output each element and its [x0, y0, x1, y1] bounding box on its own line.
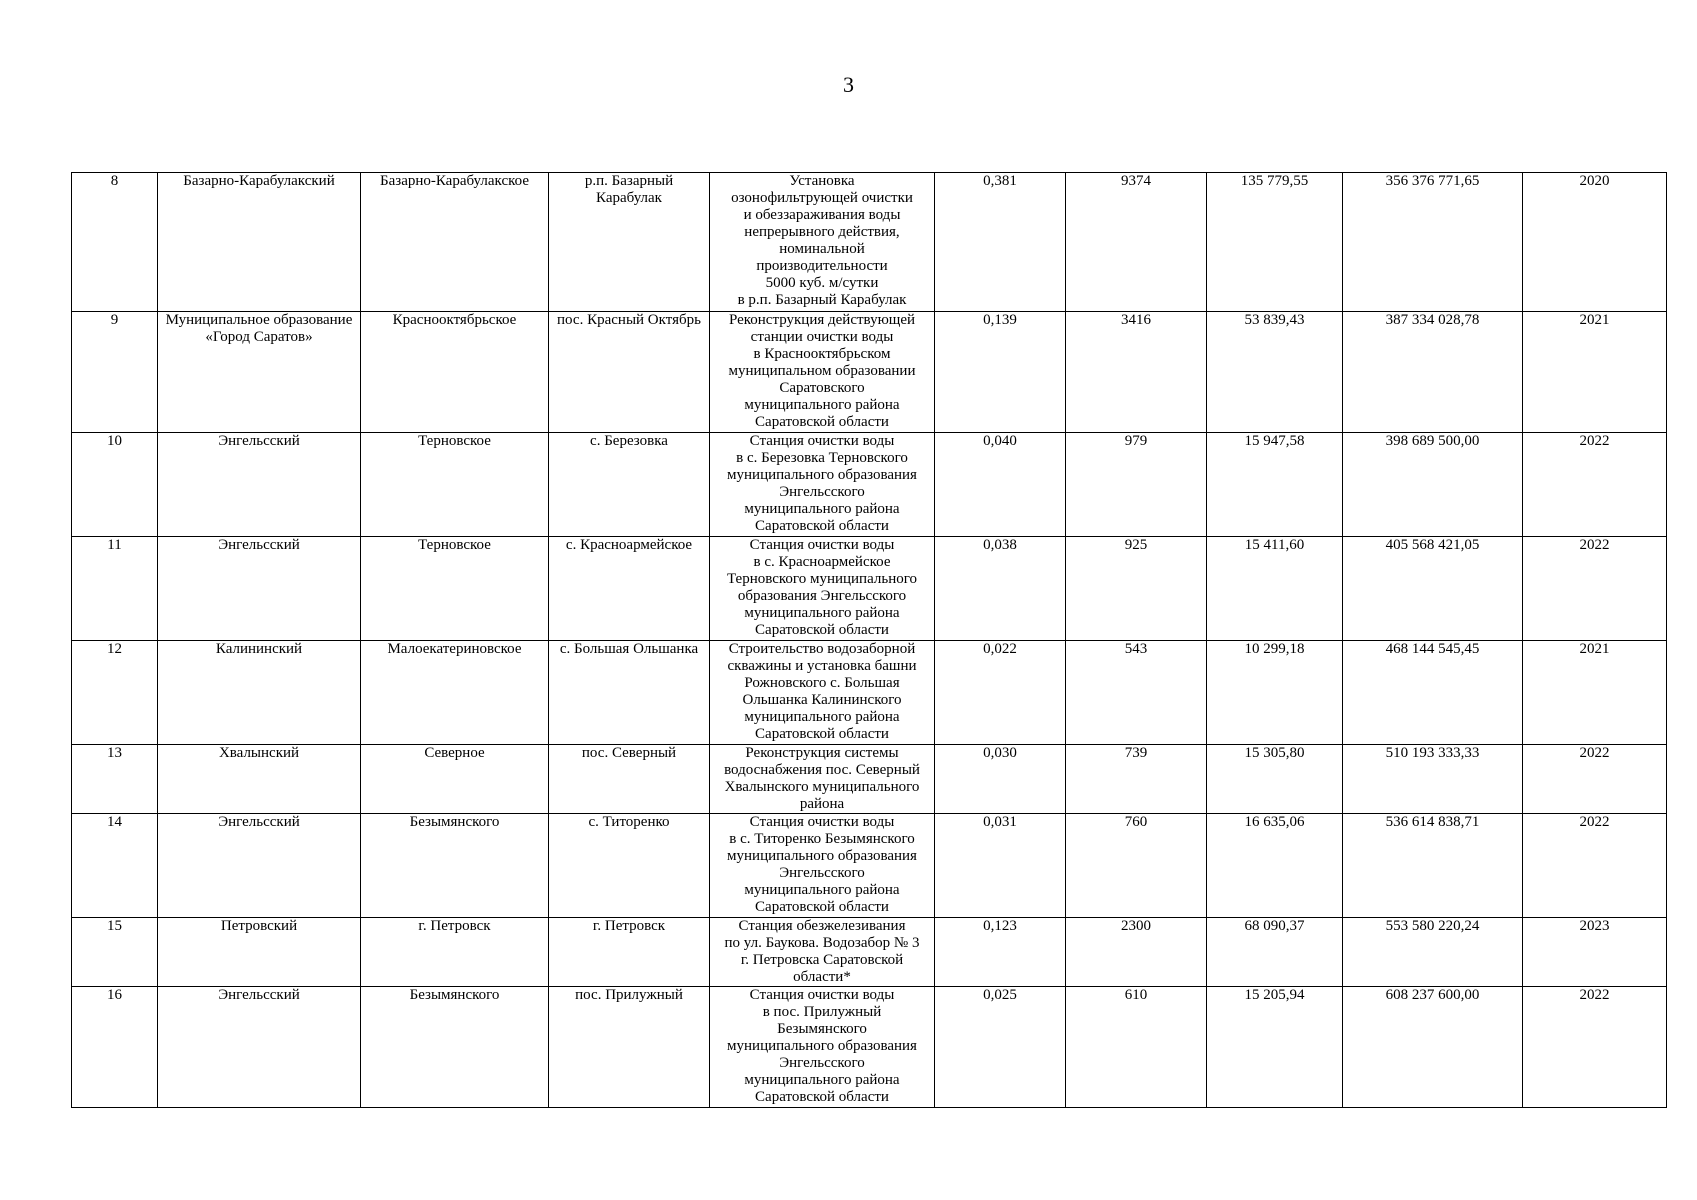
- municipality-cell: Северное: [361, 745, 549, 814]
- cost-cell: 15 205,94: [1207, 987, 1343, 1108]
- year-cell: 2021: [1523, 641, 1667, 745]
- year-cell: 2022: [1523, 433, 1667, 537]
- municipality-cell: г. Петровск: [361, 918, 549, 987]
- description-cell: Станция очистки воды в с. Красноармейское Терновского муниципального образования Энгельсского муниципального района Саратовской области: [710, 537, 935, 641]
- row-number: 12: [72, 641, 158, 745]
- description-cell: Реконструкция системы водоснабжения пос. Северный Хвалынского муниципального района: [710, 745, 935, 814]
- row-number: 10: [72, 433, 158, 537]
- municipality-cell: Безымянского: [361, 987, 549, 1108]
- settlement-cell: с. Березовка: [549, 433, 710, 537]
- rate-cell: 0,381: [935, 173, 1066, 312]
- cost-cell: 68 090,37: [1207, 918, 1343, 987]
- total-cell: 553 580 220,24: [1343, 918, 1523, 987]
- rate-cell: 0,123: [935, 918, 1066, 987]
- table-row: [72, 433, 1667, 537]
- rate-cell: 0,040: [935, 433, 1066, 537]
- table-row: [72, 173, 1667, 312]
- district-cell: Хвалынский: [158, 745, 361, 814]
- settlement-cell: с. Большая Ольшанка: [549, 641, 710, 745]
- year-cell: 2022: [1523, 745, 1667, 814]
- cost-cell: 15 411,60: [1207, 537, 1343, 641]
- table-row: [72, 641, 1667, 745]
- table-row: [72, 814, 1667, 918]
- population-cell: 610: [1066, 987, 1207, 1108]
- description-cell: Установка озонофильтрующей очистки и обеззараживания воды непрерывного действия, номинальной производительности 5000 куб. м/сутки в р.п. Базарный Карабулак: [710, 173, 935, 312]
- year-cell: 2022: [1523, 814, 1667, 918]
- settlement-cell: пос. Северный: [549, 745, 710, 814]
- total-cell: 468 144 545,45: [1343, 641, 1523, 745]
- settlement-cell: пос. Красный Октябрь: [549, 312, 710, 433]
- municipality-cell: Краснооктябрьское: [361, 312, 549, 433]
- cost-cell: 16 635,06: [1207, 814, 1343, 918]
- cost-cell: 135 779,55: [1207, 173, 1343, 312]
- population-cell: 543: [1066, 641, 1207, 745]
- year-cell: 2020: [1523, 173, 1667, 312]
- rate-cell: 0,030: [935, 745, 1066, 814]
- row-number: 9: [72, 312, 158, 433]
- cost-cell: 15 305,80: [1207, 745, 1343, 814]
- table-row: [72, 987, 1667, 1108]
- description-cell: Станция обезжелезивания по ул. Баукова. Водозабор № 3 г. Петровска Саратовской области*: [710, 918, 935, 987]
- settlement-cell: г. Петровск: [549, 918, 710, 987]
- row-number: 11: [72, 537, 158, 641]
- total-cell: 510 193 333,33: [1343, 745, 1523, 814]
- table-row: [72, 918, 1667, 987]
- settlement-cell: пос. Прилужный: [549, 987, 710, 1108]
- population-cell: 760: [1066, 814, 1207, 918]
- rate-cell: 0,038: [935, 537, 1066, 641]
- description-cell: Станция очистки воды в пос. Прилужный Безымянского муниципального образования Энгельсского муниципального района Саратовской области: [710, 987, 935, 1108]
- settlement-cell: с. Титоренко: [549, 814, 710, 918]
- table-row: [72, 537, 1667, 641]
- rate-cell: 0,025: [935, 987, 1066, 1108]
- cost-cell: 15 947,58: [1207, 433, 1343, 537]
- description-cell: Станция очистки воды в с. Березовка Терновского муниципального образования Энгельсского муниципального района Саратовской области: [710, 433, 935, 537]
- cost-cell: 10 299,18: [1207, 641, 1343, 745]
- district-cell: Энгельсский: [158, 814, 361, 918]
- district-cell: Муниципальное образование «Город Саратов»: [158, 312, 361, 433]
- total-cell: 398 689 500,00: [1343, 433, 1523, 537]
- settlement-cell: р.п. Базарный Карабулак: [549, 173, 710, 312]
- municipality-cell: Базарно-Карабулакское: [361, 173, 549, 312]
- page-number: 3: [843, 72, 854, 97]
- district-cell: Калининский: [158, 641, 361, 745]
- row-number: 8: [72, 173, 158, 312]
- settlement-cell: с. Красноармейское: [549, 537, 710, 641]
- total-cell: 356 376 771,65: [1343, 173, 1523, 312]
- population-cell: 2300: [1066, 918, 1207, 987]
- population-cell: 9374: [1066, 173, 1207, 312]
- population-cell: 739: [1066, 745, 1207, 814]
- municipality-cell: Безымянского: [361, 814, 549, 918]
- total-cell: 608 237 600,00: [1343, 987, 1523, 1108]
- municipality-cell: Терновское: [361, 537, 549, 641]
- population-cell: 979: [1066, 433, 1207, 537]
- table-body: [72, 173, 1667, 1108]
- description-cell: Строительство водозаборной скважины и установка башни Рожновского с. Большая Ольшанка Калининского муниципального района Саратовской области: [710, 641, 935, 745]
- row-number: 13: [72, 745, 158, 814]
- rate-cell: 0,139: [935, 312, 1066, 433]
- row-number: 15: [72, 918, 158, 987]
- cost-cell: 53 839,43: [1207, 312, 1343, 433]
- population-cell: 3416: [1066, 312, 1207, 433]
- year-cell: 2023: [1523, 918, 1667, 987]
- table-row: [72, 745, 1667, 814]
- total-cell: 387 334 028,78: [1343, 312, 1523, 433]
- row-number: 14: [72, 814, 158, 918]
- row-number: 16: [72, 987, 158, 1108]
- district-cell: Энгельсский: [158, 987, 361, 1108]
- district-cell: Энгельсский: [158, 433, 361, 537]
- total-cell: 536 614 838,71: [1343, 814, 1523, 918]
- description-cell: Реконструкция действующей станции очистки воды в Краснооктябрьском муниципальном образовании Саратовского муниципального района Саратовской области: [710, 312, 935, 433]
- year-cell: 2022: [1523, 537, 1667, 641]
- facilities-table: [71, 172, 1667, 1108]
- year-cell: 2022: [1523, 987, 1667, 1108]
- description-cell: Станция очистки воды в с. Титоренко Безымянского муниципального образования Энгельсского муниципального района Саратовской области: [710, 814, 935, 918]
- rate-cell: 0,031: [935, 814, 1066, 918]
- table-row: [72, 312, 1667, 433]
- district-cell: Энгельсский: [158, 537, 361, 641]
- municipality-cell: Малоекатериновское: [361, 641, 549, 745]
- population-cell: 925: [1066, 537, 1207, 641]
- municipality-cell: Терновское: [361, 433, 549, 537]
- district-cell: Базарно-Карабулакский: [158, 173, 361, 312]
- year-cell: 2021: [1523, 312, 1667, 433]
- rate-cell: 0,022: [935, 641, 1066, 745]
- district-cell: Петровский: [158, 918, 361, 987]
- total-cell: 405 568 421,05: [1343, 537, 1523, 641]
